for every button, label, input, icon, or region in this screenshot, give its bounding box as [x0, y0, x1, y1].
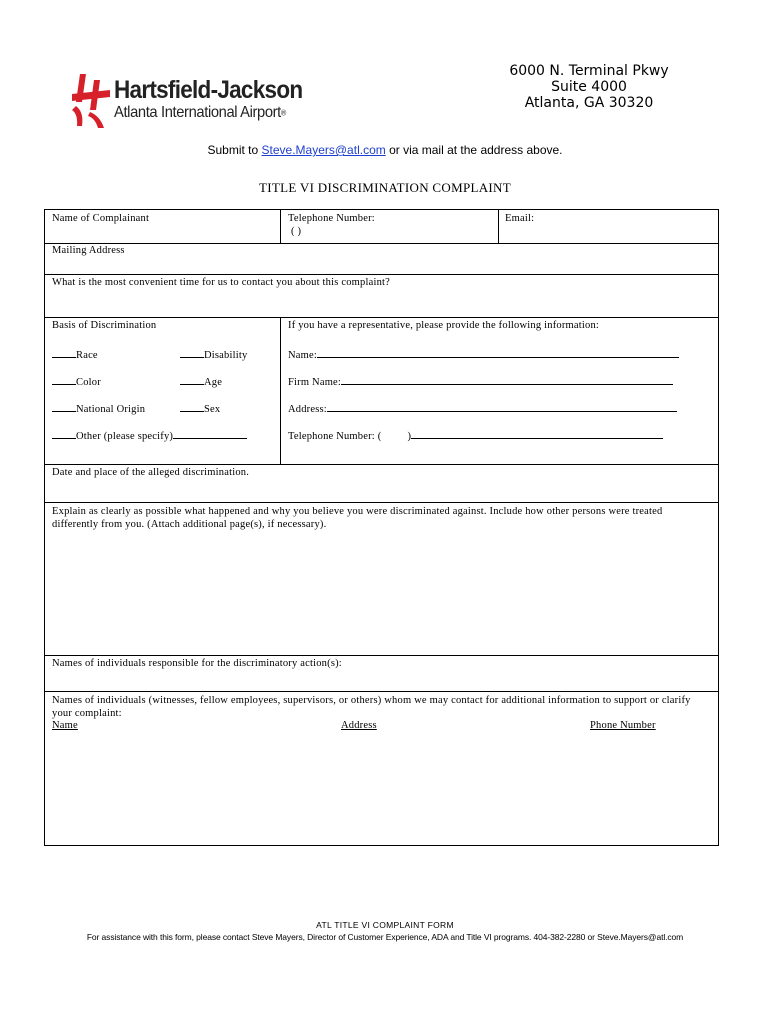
basis-age-option[interactable]: Age	[180, 374, 222, 388]
basis-disability-option[interactable]: Disability	[180, 347, 247, 361]
address-line-3: Atlanta, GA 30320	[524, 95, 654, 111]
registered-mark: ®	[280, 108, 286, 118]
submit-instructions: Submit to Steve.Mayers@atl.com or via mail at the address above.	[207, 143, 563, 157]
complaint-form	[44, 209, 719, 846]
divider	[280, 210, 281, 243]
representative-name-field[interactable]: Name:	[288, 347, 679, 361]
divider	[45, 502, 718, 503]
basis-heading: Basis of Discrimination	[52, 320, 157, 331]
divider	[45, 243, 718, 244]
additional-contacts-heading: Names of individuals (witnesses, fellow employees, supervisors, or others) whom we may contact for additional information to support or clarify your complaint:	[52, 695, 691, 719]
submit-email-link[interactable]: Steve.Mayers@atl.com	[261, 143, 386, 157]
representative-heading: If you have a representative, please provide the following information:	[288, 320, 600, 331]
explanation-field[interactable]: Explain as clearly as possible what happened and why you believe you were discriminated against. Include how other persons were treated differently from you. (Attach additional page(s), if necessary).	[52, 506, 663, 530]
basis-race-option[interactable]: Race	[52, 347, 98, 361]
mailing-address-block	[454, 63, 674, 111]
footer-assistance: For assistance with this form, please contact Steve Mayers, Director of Customer Experience, ADA and Title VI programs. 404-382-2280 or Steve.Mayers@atl.com	[86, 932, 684, 942]
airport-logo-mark-icon	[70, 72, 112, 130]
address-line-1: 6000 N. Terminal Pkwy	[509, 63, 669, 79]
divider	[45, 691, 718, 692]
divider	[280, 317, 281, 464]
basis-national-origin-option[interactable]: National Origin	[52, 401, 145, 415]
representative-address-field[interactable]: Address:	[288, 401, 677, 415]
mailing-address-field[interactable]: Mailing Address	[52, 245, 125, 256]
responsible-individuals-field[interactable]: Names of individuals responsible for the discriminatory action(s):	[52, 658, 342, 669]
form-title: TITLE VI DISCRIMINATION COMPLAINT	[259, 180, 511, 195]
divider	[45, 655, 718, 656]
complainant-name-field[interactable]: Name of Complainant	[52, 213, 150, 224]
date-place-field[interactable]: Date and place of the alleged discrimination.	[52, 467, 250, 478]
basis-other-option[interactable]: Other (please specify)	[52, 428, 247, 442]
divider	[45, 274, 718, 275]
basis-color-option[interactable]: Color	[52, 374, 101, 388]
contact-time-field[interactable]: What is the most convenient time for us to contact you about this complaint?	[52, 277, 391, 288]
representative-phone-field[interactable]: Telephone Number: ( )	[288, 428, 663, 442]
divider	[45, 464, 718, 465]
telephone-area-code: ( )	[291, 226, 302, 237]
divider	[45, 317, 718, 318]
email-field[interactable]: Email:	[505, 213, 535, 224]
airport-logo	[70, 72, 303, 130]
basis-sex-option[interactable]: Sex	[180, 401, 220, 415]
contacts-column-name: Name	[52, 720, 78, 731]
address-line-2: Suite 4000	[551, 79, 627, 95]
contacts-column-address: Address	[341, 720, 377, 731]
contacts-column-phone: Phone Number	[590, 720, 656, 731]
logo-name: Hartsfield-Jackson	[114, 76, 303, 104]
representative-firm-field[interactable]: Firm Name:	[288, 374, 673, 388]
footer-form-title: ATL TITLE VI COMPLAINT FORM	[316, 920, 454, 930]
divider	[498, 210, 499, 243]
telephone-field[interactable]: Telephone Number:	[288, 213, 375, 224]
logo-subtitle: Atlanta International Airport®	[114, 104, 286, 121]
